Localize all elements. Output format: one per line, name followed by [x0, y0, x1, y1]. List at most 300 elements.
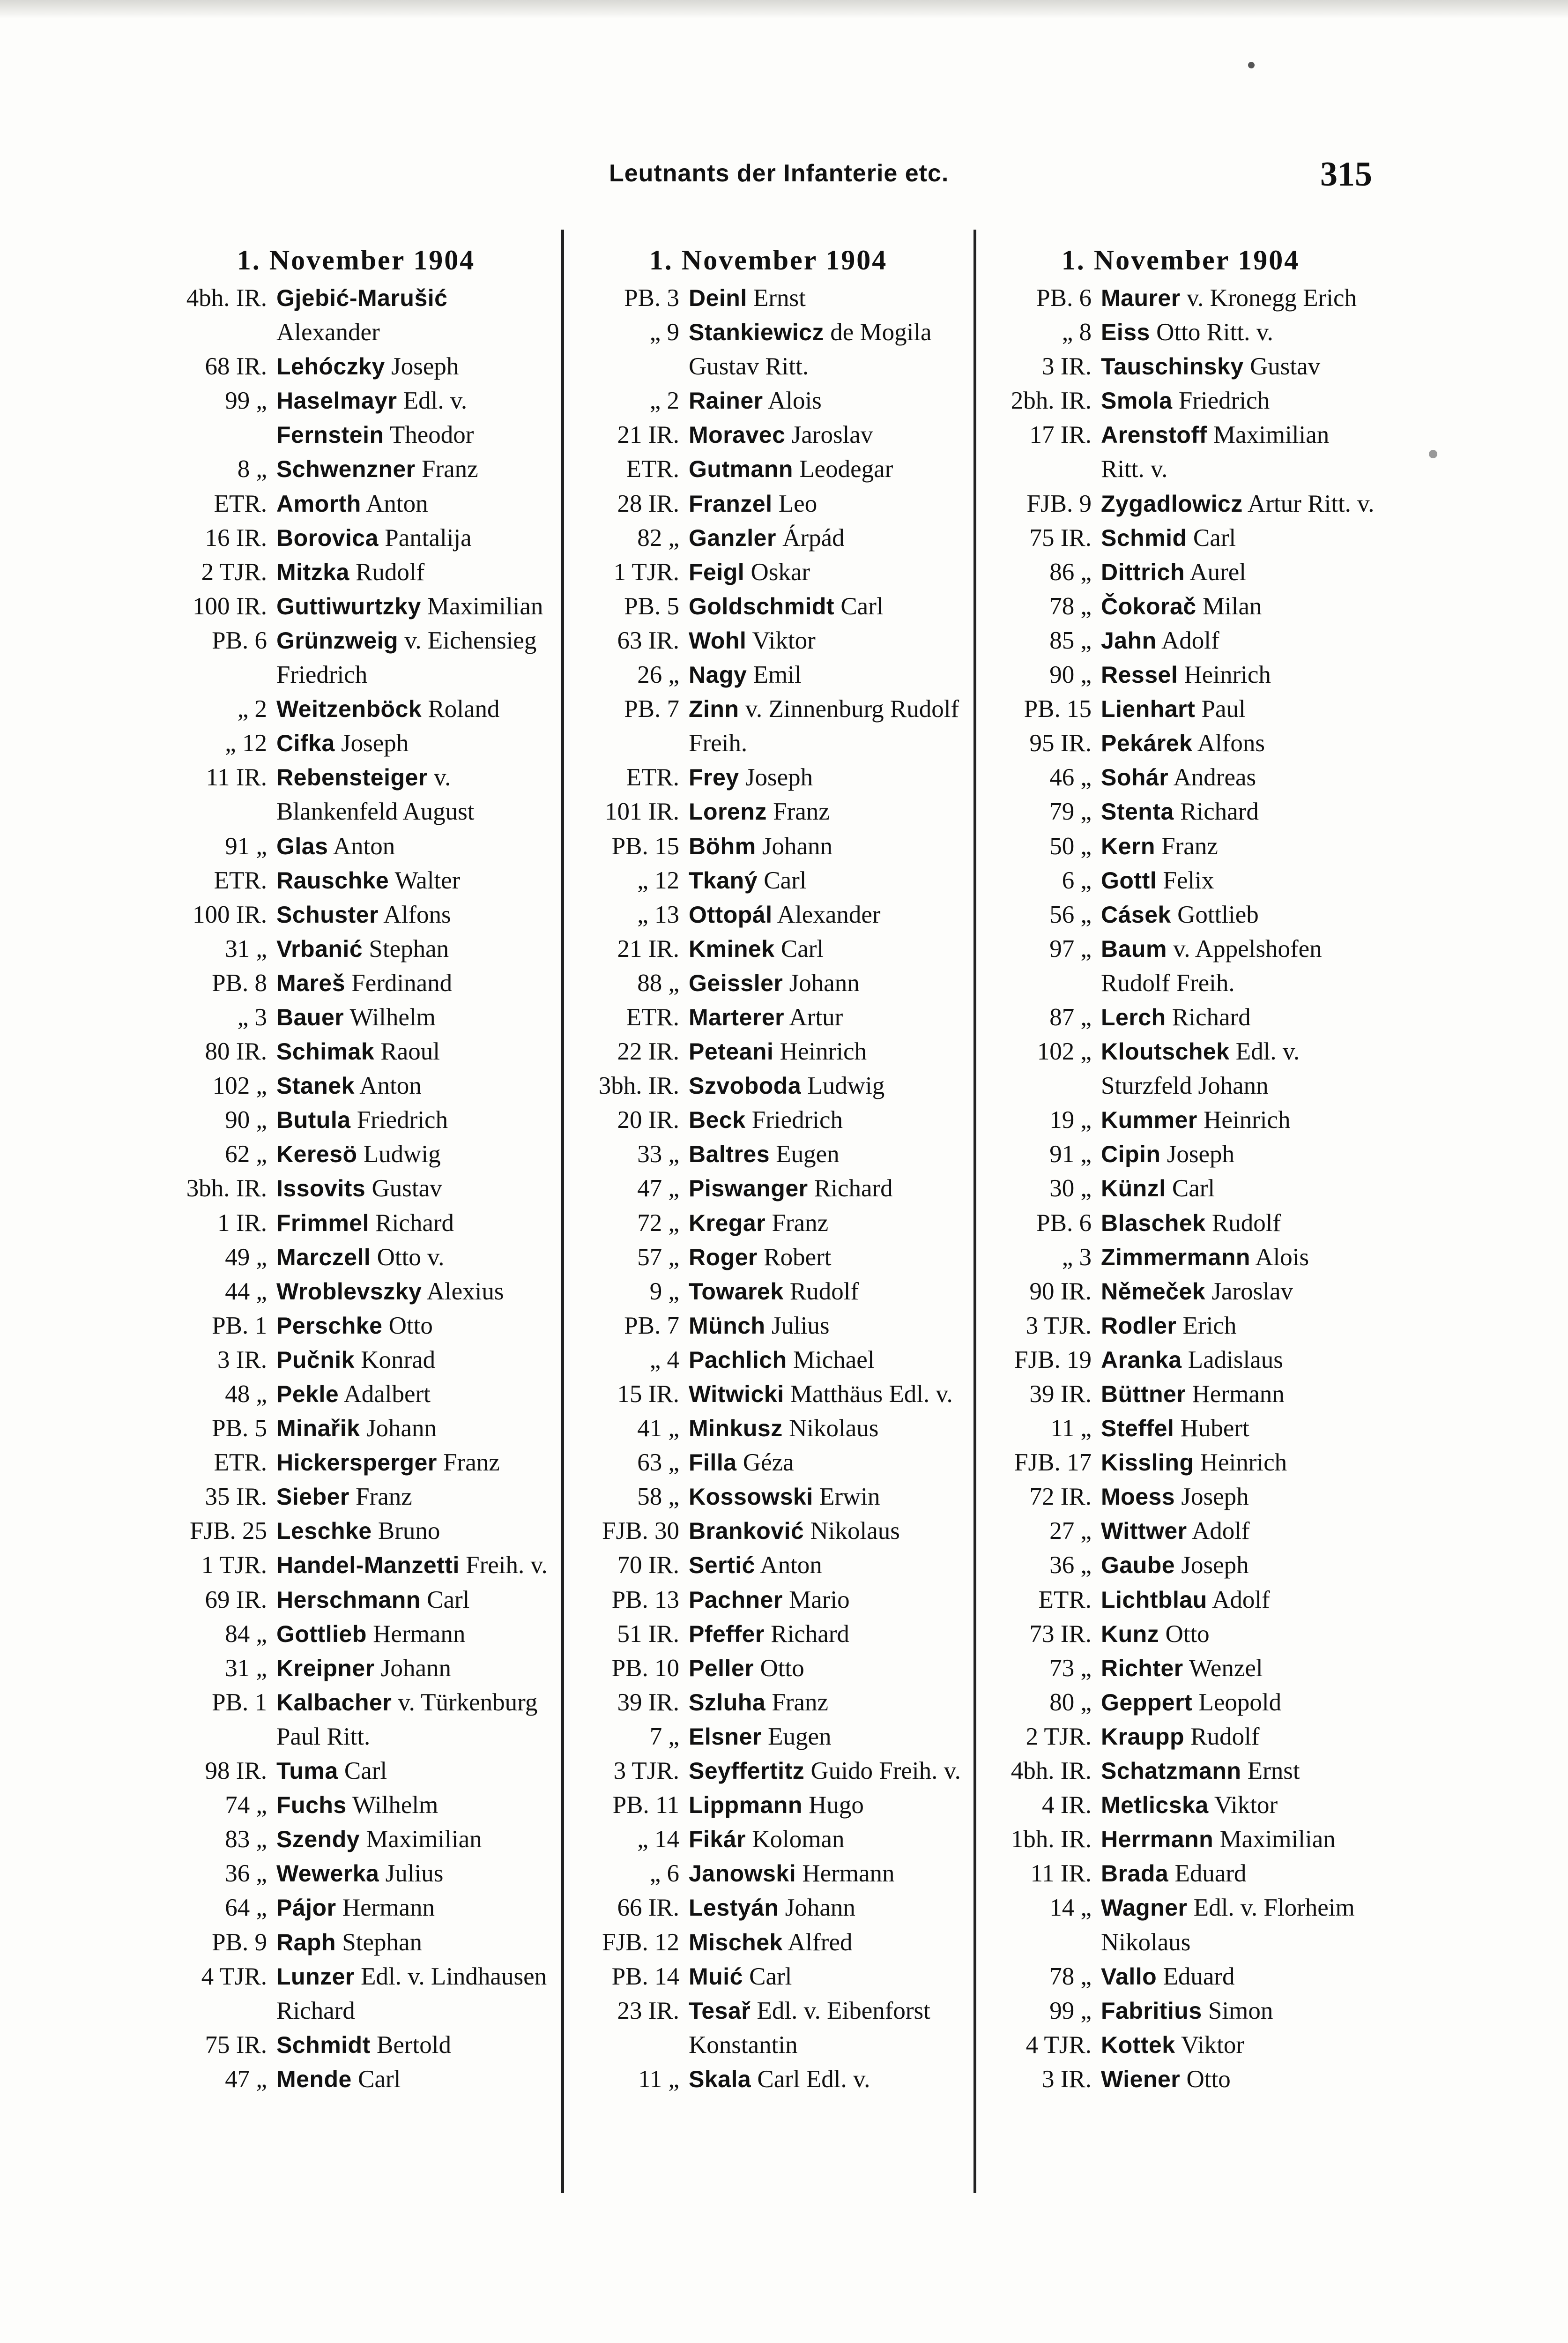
- unit-designation: 11 „: [1050, 1415, 1092, 1442]
- roster-entry: [572, 829, 965, 864]
- unit-designation: 3bh. IR.: [598, 1072, 679, 1100]
- roster-entry: [984, 1480, 1377, 1514]
- officer-name: [684, 1891, 965, 1925]
- officer-name: [684, 624, 965, 658]
- officer-name: [1096, 692, 1377, 726]
- given-names: Friedrich: [745, 1106, 843, 1134]
- roster-entry: [984, 624, 1377, 658]
- unit-designation: 78 „: [1049, 1962, 1092, 1990]
- surname: Minařik: [276, 1415, 360, 1442]
- officer-name: [1096, 1377, 1377, 1411]
- roster-entry: [572, 555, 965, 589]
- given-names: Otto: [754, 1654, 804, 1682]
- given-names: de Mogila Gustav Ritt.: [689, 319, 932, 381]
- officer-name: [684, 761, 965, 795]
- surname: Muić: [689, 1963, 743, 1990]
- column-heading: 1. November 1904: [649, 245, 888, 276]
- officer-name: [1096, 624, 1377, 658]
- given-names: Roland: [422, 695, 500, 723]
- surname: Grünzweig: [276, 627, 399, 654]
- officer-name: [1096, 1446, 1377, 1480]
- roster-entry: [572, 1172, 965, 1206]
- roster-entry: [159, 624, 553, 692]
- officer-name: [272, 1035, 553, 1069]
- given-names: Alois: [1250, 1243, 1309, 1271]
- roster-entry: [572, 1480, 965, 1514]
- given-names: Oskar: [744, 558, 810, 586]
- surname: Feigl: [689, 559, 745, 585]
- unit-designation: 79 „: [1049, 798, 1092, 826]
- given-names: Heinrich: [1194, 1449, 1287, 1477]
- roster-entry: [572, 589, 965, 624]
- surname: Zimmermann: [1101, 1244, 1250, 1270]
- given-names: Franz: [437, 1449, 500, 1477]
- roster-entry: [572, 1411, 965, 1446]
- unit-designation: 48 „: [225, 1380, 267, 1408]
- given-names: Leopold: [1192, 1688, 1282, 1716]
- unit-designation: 8 „: [237, 455, 267, 483]
- roster-entry: [572, 1377, 965, 1411]
- unit-designation: 30 „: [1049, 1175, 1092, 1202]
- unit-designation: ETR.: [626, 455, 679, 483]
- officer-name: [1096, 898, 1377, 932]
- given-names: Hubert: [1174, 1415, 1249, 1442]
- surname: Bauer: [276, 1004, 344, 1030]
- roster-entry: [984, 1240, 1377, 1275]
- officer-name: [1096, 2028, 1377, 2062]
- surname: Wiener: [1101, 2066, 1181, 2092]
- officer-name: [272, 1754, 553, 1788]
- surname: Szvoboda: [689, 1073, 802, 1099]
- given-names: Alexander: [276, 319, 380, 346]
- unit-designation: 74 „: [225, 1791, 267, 1819]
- given-names: Stephan: [336, 1928, 422, 1956]
- unit-designation: 27 „: [1049, 1517, 1092, 1545]
- given-names: Franz: [415, 455, 478, 483]
- given-names: Joseph: [1160, 1141, 1235, 1168]
- given-names: Nikolaus: [782, 1415, 879, 1442]
- roster-entry: [984, 692, 1377, 726]
- roster-entry: [572, 418, 965, 452]
- roster-entry: [984, 418, 1377, 486]
- given-names: Otto: [382, 1312, 433, 1339]
- roster-entry: [984, 1788, 1377, 1822]
- officer-name: [684, 1720, 965, 1754]
- officer-name: [1096, 1206, 1377, 1240]
- roster-entry: [159, 1583, 553, 1617]
- roster-column-3: [984, 244, 1377, 2097]
- unit-designation: 100 IR.: [193, 901, 267, 928]
- officer-name: [684, 1240, 965, 1275]
- given-names: Pantalija: [378, 524, 472, 552]
- given-names: Gustav: [365, 1175, 442, 1202]
- unit-designation: 4 TJR.: [201, 1962, 267, 1990]
- officer-name: [1096, 1411, 1377, 1446]
- surname: Rauschke: [276, 867, 389, 894]
- given-names: Adolf: [1187, 1517, 1250, 1545]
- officer-name: [272, 521, 553, 555]
- unit-designation: 14 „: [1049, 1894, 1092, 1922]
- surname: Böhm: [689, 833, 756, 859]
- officer-name: [1096, 281, 1377, 315]
- roster-entry: [572, 1446, 965, 1480]
- officer-name: [684, 1651, 965, 1686]
- roster-entry: [159, 1172, 553, 1206]
- officer-name: [684, 555, 965, 589]
- running-head: [0, 155, 1568, 197]
- surname: Wewerka: [276, 1860, 379, 1887]
- officer-name: [272, 1788, 553, 1822]
- officer-name: [1096, 1994, 1377, 2028]
- surname: Aranka: [1101, 1346, 1182, 1373]
- unit-designation: 28 IR.: [617, 490, 679, 517]
- given-names: Franz: [766, 798, 830, 826]
- surname: Marterer: [689, 1004, 785, 1030]
- given-names: v. Kronegg Erich: [1180, 284, 1357, 312]
- unit-designation: 39 IR.: [1029, 1380, 1092, 1408]
- given-names: Heinrich: [1178, 661, 1271, 689]
- unit-designation: PB. 3: [624, 284, 679, 312]
- officer-name: [272, 966, 553, 1000]
- given-names: Guido Freih. v.: [804, 1757, 961, 1785]
- surname: Gjebić-Marušić: [276, 285, 448, 311]
- given-names: Walter: [389, 866, 461, 894]
- roster-entry: [159, 1206, 553, 1240]
- given-names: Alfons: [378, 901, 451, 928]
- surname: Richter: [1101, 1655, 1183, 1681]
- unit-designation: 91 „: [1049, 1141, 1092, 1168]
- surname: Fabritius: [1101, 1997, 1202, 2024]
- entry-list: [984, 281, 1377, 2097]
- surname: Szendy: [276, 1826, 360, 1853]
- surname: Weitzenböck: [276, 696, 422, 723]
- given-names: Wilhelm: [346, 1791, 438, 1819]
- unit-designation: 23 IR.: [617, 1997, 679, 2024]
- officer-name: [1096, 521, 1377, 555]
- roster-entry: [984, 932, 1377, 1000]
- surname: Schimak: [276, 1038, 375, 1065]
- given-names: Wenzel: [1183, 1654, 1263, 1682]
- roster-entry: [572, 1206, 965, 1240]
- officer-name: [684, 1925, 965, 1960]
- officer-name: [1096, 1754, 1377, 1788]
- officer-name: [272, 624, 553, 692]
- officer-name: [272, 1309, 553, 1343]
- officer-name: [1096, 795, 1377, 829]
- officer-name: [1096, 864, 1377, 898]
- roster-entry: [572, 315, 965, 384]
- officer-name: [272, 1275, 553, 1309]
- surname: Raph: [276, 1929, 336, 1955]
- unit-designation: 1 TJR.: [613, 558, 679, 586]
- given-names: Nikolaus: [804, 1517, 900, 1545]
- given-names: Otto: [1180, 2065, 1231, 2093]
- surname: Kern: [1101, 833, 1155, 859]
- roster-entry: [572, 761, 965, 795]
- roster-entry: [984, 1960, 1377, 1994]
- officer-name: [1096, 1960, 1377, 1994]
- given-names: Anton: [354, 1072, 422, 1100]
- officer-name: [684, 589, 965, 624]
- given-names: Rudolf: [1205, 1209, 1281, 1237]
- officer-name: [684, 1275, 965, 1309]
- surname: Pfeffer: [689, 1620, 765, 1647]
- given-names: Joseph: [1175, 1552, 1249, 1579]
- officer-name: [272, 1651, 553, 1686]
- unit-designation: 7 „: [649, 1723, 679, 1750]
- unit-designation: „ 9: [649, 319, 679, 346]
- surname: Vallo: [1101, 1963, 1157, 1990]
- roster-entry: [572, 658, 965, 692]
- given-names: Ladislaus: [1182, 1346, 1283, 1373]
- officer-name: [1096, 1172, 1377, 1206]
- given-names: Alexander: [772, 901, 881, 928]
- surname: Ottopál: [689, 901, 773, 928]
- surname: Lerch: [1101, 1004, 1166, 1030]
- roster-entry: [984, 2028, 1377, 2062]
- officer-name: [272, 384, 553, 418]
- surname: Kottek: [1101, 2031, 1175, 2058]
- roster-entry: [572, 1309, 965, 1343]
- officer-name: [684, 1069, 965, 1103]
- unit-designation: 47 „: [637, 1175, 679, 1202]
- surname: Glas: [276, 833, 328, 859]
- surname: Rainer: [689, 388, 763, 414]
- column-divider: [973, 230, 976, 2193]
- given-names: Hermann: [1186, 1380, 1285, 1408]
- officer-name: [684, 1686, 965, 1720]
- surname: Kissling: [1101, 1449, 1194, 1476]
- officer-name: [684, 281, 965, 315]
- officer-name: [684, 1172, 965, 1206]
- surname: Tauschinsky: [1101, 353, 1244, 380]
- unit-designation: 73 IR.: [1029, 1620, 1092, 1648]
- officer-name: [272, 1103, 553, 1137]
- unit-designation: FJB. 19: [1014, 1346, 1092, 1373]
- surname: Gutmann: [689, 456, 793, 483]
- given-names: Carl Edl. v.: [751, 2065, 870, 2093]
- roster-entry: [984, 1994, 1377, 2028]
- given-names: Hermann: [366, 1620, 466, 1648]
- unit-designation: 11 IR.: [1030, 1860, 1092, 1888]
- surname: Wittwer: [1101, 1518, 1187, 1545]
- roster-entry: [572, 1103, 965, 1137]
- surname: Filla: [689, 1449, 737, 1476]
- unit-designation: „ 14: [637, 1826, 679, 1853]
- roster-entry: [159, 1686, 553, 1754]
- roster-entry: [159, 2028, 553, 2062]
- given-names: Hermann: [336, 1894, 435, 1922]
- roster-entry: [984, 589, 1377, 624]
- unit-designation: 41 „: [637, 1415, 679, 1442]
- officer-name: [272, 1172, 553, 1206]
- officer-name: [272, 281, 553, 350]
- surname: Issovits: [276, 1175, 366, 1202]
- officer-name: [272, 1891, 553, 1925]
- unit-designation: 19 „: [1049, 1106, 1092, 1134]
- unit-designation: 84 „: [225, 1620, 267, 1648]
- given-names: Rudolf: [1184, 1723, 1260, 1750]
- surname: Cifka: [276, 730, 335, 757]
- entry-list: [159, 281, 553, 2097]
- given-names: Otto Ritt. v.: [1150, 319, 1273, 346]
- officer-name: [272, 761, 553, 829]
- surname: Němeček: [1101, 1278, 1206, 1305]
- unit-designation: 101 IR.: [605, 798, 679, 826]
- roster-entry: [572, 1548, 965, 1582]
- roster-entry: [159, 1446, 553, 1480]
- unit-designation: 72 IR.: [1029, 1483, 1092, 1511]
- surname: Kloutschek: [1101, 1038, 1230, 1065]
- roster-entry: [159, 1069, 553, 1103]
- surname: Wohl: [689, 627, 747, 654]
- given-names: Edl. v. Sturzfeld Johann: [1101, 1038, 1300, 1100]
- given-names: Jaroslav: [785, 421, 873, 449]
- officer-name: [1096, 1514, 1377, 1548]
- surname: Franzel: [689, 490, 773, 517]
- surname: Kossowski: [689, 1484, 813, 1510]
- unit-designation: 1 IR.: [217, 1209, 267, 1237]
- given-names: Carl: [774, 935, 824, 963]
- unit-designation: 98 IR.: [205, 1757, 267, 1785]
- officer-name: [684, 1548, 965, 1582]
- given-names: Eugen: [761, 1723, 832, 1750]
- surname: Geissler: [689, 970, 783, 996]
- surname: Ganzler: [689, 524, 776, 551]
- unit-designation: 90 IR.: [1029, 1277, 1092, 1305]
- given-names: Rudolf: [783, 1277, 859, 1305]
- given-names: Edl. v. Eibenforst Konstantin: [689, 1997, 930, 2059]
- surname: Pekárek: [1101, 730, 1193, 757]
- given-names: Franz: [765, 1688, 829, 1716]
- unit-designation: PB. 15: [1024, 695, 1092, 723]
- surname: Seyffertitz: [689, 1758, 805, 1784]
- given-names: v. Eichensieg Friedrich: [276, 627, 537, 689]
- surname: Tkaný: [689, 867, 758, 894]
- given-names: Anton: [361, 490, 428, 517]
- surname: Mitzka: [276, 559, 349, 585]
- roster-entry: [572, 1788, 965, 1822]
- surname: Amorth: [276, 490, 361, 517]
- surname: Lichtblau: [1101, 1586, 1207, 1613]
- roster-entry: [159, 761, 553, 829]
- roster-entry: [572, 1651, 965, 1686]
- unit-designation: 33 „: [637, 1141, 679, 1168]
- given-names: Hermann: [796, 1860, 895, 1888]
- unit-designation: 4bh. IR.: [1011, 1757, 1092, 1785]
- given-names: Johann: [783, 969, 860, 997]
- officer-name: [1096, 384, 1377, 418]
- surname: Herschmann: [276, 1586, 421, 1613]
- officer-name: [1096, 1137, 1377, 1172]
- given-names: Maximilian: [1213, 1826, 1336, 1853]
- given-names: Matthäus Edl. v.: [784, 1380, 953, 1408]
- unit-designation: 1bh. IR.: [1011, 1826, 1092, 1853]
- unit-designation: 4bh. IR.: [186, 284, 267, 312]
- unit-designation: PB. 11: [612, 1791, 679, 1819]
- roster-entry: [984, 1754, 1377, 1788]
- given-names: Ludwig: [357, 1141, 441, 1168]
- surname: Minkusz: [689, 1415, 783, 1442]
- unit-designation: 3 IR.: [1042, 2065, 1092, 2093]
- roster-entry: [572, 624, 965, 658]
- unit-designation: 2bh. IR.: [1011, 387, 1092, 415]
- unit-designation: 78 „: [1049, 592, 1092, 620]
- officer-name: [684, 898, 965, 932]
- officer-name: [272, 1377, 553, 1411]
- given-names: Viktor: [746, 627, 816, 654]
- officer-name: [272, 418, 553, 452]
- officer-name: [272, 589, 553, 624]
- unit-designation: 70 IR.: [617, 1552, 679, 1579]
- given-names: Eugen: [770, 1141, 840, 1168]
- roster-entry: [984, 1617, 1377, 1651]
- roster-entry: [159, 2062, 553, 2097]
- surname: Stenta: [1101, 798, 1174, 825]
- given-names: Joseph: [385, 353, 459, 381]
- roster-entry: [159, 692, 553, 726]
- unit-designation: 87 „: [1049, 1003, 1092, 1031]
- surname: Fernstein: [276, 422, 384, 448]
- roster-entry: [984, 315, 1377, 350]
- officer-name: [1096, 1788, 1377, 1822]
- officer-name: [1096, 1309, 1377, 1343]
- unit-designation: 44 „: [225, 1277, 267, 1305]
- roster-entry: [984, 2062, 1377, 2097]
- officer-name: [272, 864, 553, 898]
- given-names: Joseph: [334, 730, 409, 757]
- page-number: 315: [1320, 155, 1372, 194]
- officer-name: [684, 452, 965, 486]
- officer-name: [1096, 350, 1377, 384]
- surname: Hickersperger: [276, 1449, 437, 1476]
- given-names: Adolf: [1207, 1586, 1270, 1613]
- given-names: Theodor: [384, 421, 474, 449]
- roster-entry: [572, 1035, 965, 1069]
- page-edge-shadow: [0, 0, 1568, 19]
- surname: Vrbanić: [276, 935, 363, 962]
- roster-entry: [984, 864, 1377, 898]
- officer-name: [684, 2062, 965, 2097]
- given-names: Edl. v. Florheim Nikolaus: [1101, 1894, 1355, 1956]
- unit-designation: PB. 6: [212, 627, 267, 654]
- unit-designation: 50 „: [1049, 832, 1092, 860]
- officer-name: [272, 1000, 553, 1035]
- unit-designation: 31 „: [225, 1654, 267, 1682]
- unit-designation: ETR.: [214, 1449, 267, 1477]
- given-names: Ernst: [747, 284, 806, 312]
- surname: Lienhart: [1101, 696, 1196, 723]
- roster-entry: [984, 1857, 1377, 1891]
- given-names: Adolf: [1156, 627, 1219, 654]
- surname: Lunzer: [276, 1963, 355, 1990]
- unit-designation: PB. 8: [212, 969, 267, 997]
- unit-designation: 49 „: [225, 1243, 267, 1271]
- surname: Gottl: [1101, 867, 1157, 894]
- given-names: Edl. v. Lindhausen Richard: [276, 1962, 547, 2024]
- given-names: Richard: [1174, 798, 1259, 826]
- given-names: Richard: [1166, 1003, 1251, 1031]
- given-names: Joseph: [739, 764, 813, 791]
- officer-name: [684, 1035, 965, 1069]
- given-names: Carl: [834, 592, 884, 620]
- unit-designation: 26 „: [637, 661, 679, 689]
- unit-designation: FJB. 9: [1026, 490, 1092, 517]
- unit-designation: „ 6: [649, 1860, 679, 1888]
- surname: Kalbacher: [276, 1689, 392, 1716]
- surname: Kummer: [1101, 1107, 1197, 1134]
- surname: Pachlich: [689, 1346, 787, 1373]
